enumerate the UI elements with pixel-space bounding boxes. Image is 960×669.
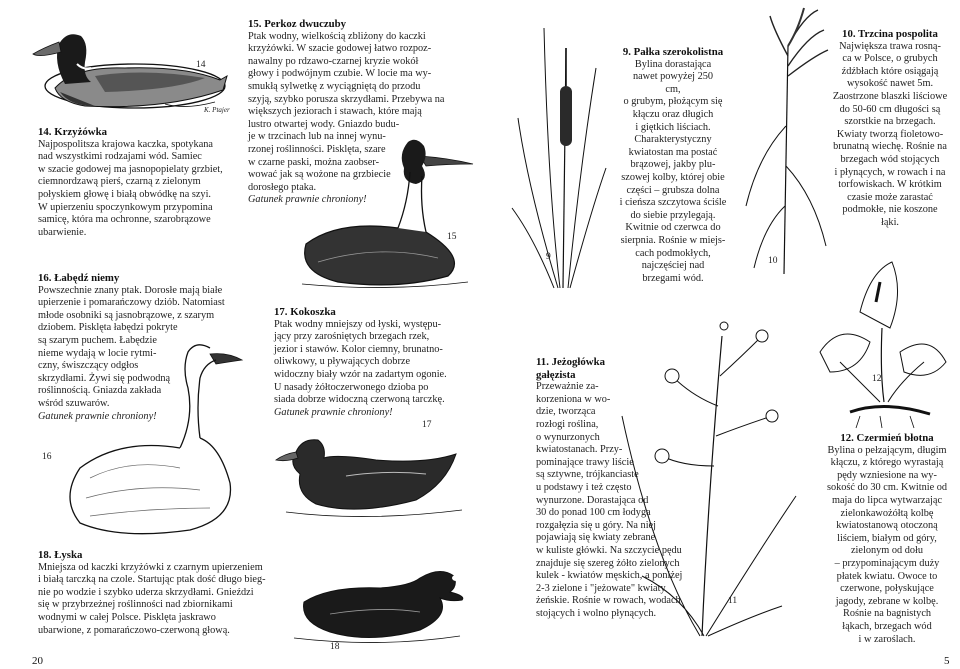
entry-line: ca w Polsce, o grubych — [842, 53, 938, 65]
entry-line: U nasady żółtoczerwonego dzioba po — [274, 381, 429, 393]
entry-line: brązowej, jakby plu- — [630, 159, 716, 171]
entry-line: jący przy zarośniętych brzegach rzek, — [274, 331, 430, 343]
entry-line: krzyżówki. W szacie godowej łatwo rozpoz- — [248, 43, 432, 55]
entry-title: 16. Łabędź niemy — [38, 272, 120, 284]
entry-line: liściem, białym od góry, — [837, 532, 937, 544]
entry-line: wysokość nawet 5m. — [846, 78, 934, 90]
entry-line: do siebie przylegają. — [630, 209, 716, 221]
entry-title: 10. Trzcina pospolita — [842, 28, 938, 40]
entry-line: kulek - kwiatów męskich, a poniżej — [536, 570, 683, 582]
entry-line: siada dobrze widoczną czerwoną tarczkę. — [274, 394, 445, 406]
entry-line: i płynących, w rowach i na — [834, 166, 946, 178]
protected-species-note: Gatunek prawnie chroniony! — [274, 406, 393, 418]
entry-line: kwiatostanową otoczoną — [836, 520, 938, 532]
entry-line: czasie może zarastać — [847, 191, 933, 203]
entry-line: brzegami wód. — [642, 272, 704, 284]
protected-species-note: Gatunek prawnie chroniony! — [248, 194, 367, 206]
entry-line: Największa trawa rosną- — [839, 40, 941, 52]
entry-line: Ptak wodny mniejszy od łyski, występu- — [274, 318, 442, 330]
entry-line: i w zaroślach. — [858, 633, 916, 645]
entry-line: są szarym puchem. Łabędzie — [38, 334, 157, 346]
figure-number-12: 12 — [872, 374, 882, 384]
entry-line: Kwiaty tworzą fioletowo- — [836, 128, 944, 140]
entry-line: rozłogi roślina, — [536, 418, 599, 430]
entry-line: o grubym, płożącym się — [623, 96, 723, 108]
entry-line: Mniejsza od kaczki krzyżówki z czarnym upierzeniem — [38, 561, 263, 573]
entry-line: szowej kolby, której obie — [621, 171, 725, 183]
bur-reed-illustration — [612, 296, 798, 642]
entry-line: o wynurzonych — [536, 431, 600, 443]
entry-line: Zaostrzone blaszki liściowe — [832, 90, 948, 102]
entry-title: 18. Łyska — [38, 549, 83, 561]
entry-line: roślinnością. Gniazda zakłada — [38, 385, 162, 397]
entry-line: jezior i stawów. Kolor ciemny, brunatno- — [274, 343, 443, 355]
entry-title: 11. Jeżogłówka — [536, 356, 605, 368]
figure-number-11: 11 — [728, 596, 738, 606]
entry-line: czerwone, połyskujące — [840, 583, 934, 595]
entry-line: smukłą sylwetkę z wyciągniętą do przodu — [248, 80, 421, 92]
artist-signature: K. Ptajer — [204, 106, 230, 114]
entry-line: cm, — [665, 83, 681, 95]
figure-number-9: 9 — [546, 252, 551, 262]
entry-line: części – grubsza dolna — [626, 184, 720, 196]
entry-line: nawalny po rdzawo-czarnej kryzie wokół — [248, 55, 419, 67]
entry-line: rzonej roślinności. Pisklęta, szare — [248, 143, 386, 155]
entry-line: oliwkowy, u pływających dobrze — [274, 356, 411, 368]
entry-line: Ptak wodny, wielkością zbliżony do kaczki — [248, 30, 426, 42]
entry-line: łąkach, brzegach wód — [842, 620, 932, 632]
entry-line: torfowiskach. W krótkim — [838, 179, 942, 191]
entry-18-lyska — [38, 549, 278, 637]
entry-line: kwiatostan ma postać — [628, 146, 718, 158]
entry-line: połyskiem głowę i białą obwódkę na szyi. — [38, 188, 212, 200]
entry-line: sokość do 30 cm. Kwitnie od — [826, 482, 948, 494]
entry-line: Bylina dorastająca — [634, 58, 712, 70]
entry-line: większych jeziorach i stawach, które mają — [248, 106, 422, 118]
entry-line: rozgałęzia się u góry. Na niej — [536, 519, 656, 531]
entry-12-czermien-blotna — [822, 432, 952, 646]
entry-line: upierzenie i pomarańczowy dziób. Natomiast — [38, 297, 225, 309]
entry-line: stojących i wolno płynących. — [536, 607, 657, 619]
right-page-number: 5 — [944, 655, 950, 667]
entry-line: lustro otwartej wody. Gniazdo budu- — [248, 118, 400, 130]
entry-line: zielonym od dołu — [850, 545, 924, 557]
bulrush-illustration — [508, 8, 608, 296]
entry-line: jagody, zebrane w kolbę. — [835, 595, 939, 607]
coot-illustration — [290, 556, 466, 646]
entry-line: zielonkawożółtą kolbę — [840, 507, 934, 519]
entry-line: żeńskie. Rośnie w rowach, wodach — [536, 595, 681, 607]
entry-title-continued: gałęzista — [536, 368, 576, 381]
entry-line: 30 do ponad 100 cm łodyga — [536, 507, 651, 519]
entry-line: nawet powyżej 250 — [632, 71, 714, 83]
entry-line: są sztywne, trójkanciaste — [536, 469, 639, 481]
entry-line: Kwitnie od czerwca do — [625, 222, 721, 234]
entry-line: pojawiają się kwiaty zebrane — [536, 532, 656, 544]
entry-title: 17. Kokoszka — [274, 306, 336, 318]
entry-line: nad wszystkimi rodzajami wód. Samiec — [38, 151, 202, 163]
protected-species-note: Gatunek prawnie chroniony! — [38, 410, 157, 422]
entry-line: kłączu oraz długich — [632, 108, 714, 120]
grebe-illustration — [298, 132, 474, 292]
entry-line: szorstkie na brzegach. — [844, 116, 936, 128]
entry-line: kłączu, z którego wyrastają — [830, 457, 944, 469]
entry-line: nieme wydają w locie rytmi- — [38, 347, 157, 359]
entry-line: Bylina o pełzającym, długim — [827, 444, 947, 456]
entry-line: głowy i podwójnym czubie. W locie ma wy- — [248, 68, 432, 80]
entry-line: wśród szuwarów. — [38, 397, 110, 409]
entry-title: 12. Czermień błotna — [840, 432, 934, 444]
entry-line: pominające trawy liście — [536, 456, 634, 468]
bog-arum-illustration — [800, 232, 950, 428]
entry-line: w czarne paski, można zaobser- — [248, 156, 380, 168]
entry-line: – przypominającym duży — [834, 557, 940, 569]
entry-line: się w przybrzeżnej roślinności nad zbiornikami — [38, 599, 233, 611]
entry-title: 15. Perkoz dwuczuby — [248, 18, 347, 30]
entry-line: ubarwione, z pomarańczowo-czerwoną głową. — [38, 624, 230, 636]
entry-line: sierpnia. Rośnie w miejs- — [620, 234, 726, 246]
entry-line: dziobem. Pisklęta łabędzi pokryte — [38, 322, 178, 334]
entry-line: Przeważnie za- — [536, 381, 599, 393]
entry-line: i białą tarczką na czole. Startując ptak dość długo bieg- — [38, 574, 266, 586]
entry-line: podmokłe, nie koszone — [842, 204, 938, 216]
entry-line: szyją, szybko porusza skrzydłami. Przebywa na — [248, 93, 445, 105]
entry-line: do 50-60 cm długości są — [839, 103, 941, 115]
entry-line: Charakterystyczny — [634, 134, 712, 146]
entry-line: i cieńsza szczytowa ściśle — [619, 197, 727, 209]
entry-line: wynurzone. Dorastająca od — [536, 494, 649, 506]
left-page-number: 20 — [32, 655, 43, 667]
entry-line: kwiatostanach. Przy- — [536, 444, 623, 456]
entry-line: wodnymi w całej Polsce. Pisklęta jaskrawo — [38, 611, 216, 623]
figure-number-17: 17 — [422, 420, 432, 430]
entry-line: w szacie godowej ma jasnopopielaty grzbiet, — [38, 163, 223, 175]
entry-line: skrzydłami. Żywi się podwodną — [38, 372, 171, 384]
figure-number-10: 10 — [768, 256, 778, 266]
entry-line: Rośnie na bagnistych — [842, 608, 932, 620]
entry-line: wować jak są wożone na grzbiecie — [248, 169, 391, 181]
entry-line: maja do lipca wytwarzając — [831, 494, 943, 506]
entry-line: czny, świszczący odgłos — [38, 360, 139, 372]
entry-line: łąki. — [880, 216, 899, 228]
entry-17-kokoszka — [274, 306, 474, 419]
swan-illustration — [60, 318, 245, 540]
entry-line: ubarwienie. — [38, 226, 87, 238]
entry-line: w kuliste główki. Na szczycie pędu — [536, 544, 682, 556]
entry-line: korzeniona w wo- — [536, 393, 611, 405]
entry-line: ciemnordzawą pierś, czarną z zielonym — [38, 176, 201, 188]
entry-line: pędy wzniesione na wy- — [837, 469, 937, 481]
entry-line: źdźbłach które osiągają — [841, 65, 939, 77]
entry-line: Powszechnie znany ptak. Dorosłe mają białe — [38, 284, 223, 296]
figure-number-16: 16 — [42, 452, 52, 462]
entry-title: 14. Krzyżówka — [38, 126, 107, 138]
entry-line: najczęściej nad — [641, 260, 705, 272]
figure-number-14: 14 — [196, 60, 206, 70]
entry-9-palka-szerokolistna — [598, 46, 748, 285]
entry-line: nie po wodzie i szybko uderza skrzydłami. Gnieździ — [38, 586, 254, 598]
entry-10-trzcina-pospolita — [828, 28, 952, 230]
entry-line: dzie, tworząca — [536, 406, 596, 418]
entry-line: samicę, która ma ochronne, szarobrązowe — [38, 214, 211, 226]
entry-line: młode osobniki są jasnobrązowe, z szarym — [38, 309, 215, 321]
entry-line: u podstawy i też często — [536, 481, 632, 493]
entry-title: 9. Pałka szerokolistna — [622, 46, 724, 58]
entry-line: i giętkich liściach. — [635, 121, 711, 133]
entry-line: cach podmokłych, — [635, 247, 711, 259]
entry-line: W upierzeniu spoczynkowym przypomina — [38, 201, 213, 213]
figure-number-15: 15 — [447, 232, 457, 242]
entry-line: znajduje się szereg żółto zielonych — [536, 557, 680, 569]
entry-14-krzyzowka — [38, 126, 253, 239]
entry-line: płatek kwiatu. Owoce to — [836, 570, 938, 582]
entry-line: je w trzcinach lub na innej wynu- — [248, 131, 386, 143]
entry-line: widoczny biały wzór na zadartym ogonie. — [274, 368, 447, 380]
figure-number-18: 18 — [330, 642, 340, 652]
entry-line: dorosłego ptaka. — [248, 181, 317, 193]
entry-line: brunatną wiechę. Rośnie na — [833, 141, 947, 153]
entry-line: brzegach wód stojących — [840, 153, 940, 165]
entry-line: 2-3 zielone i "jeżowate" kwiaty — [536, 582, 666, 594]
entry-line: Najpospolitsza krajowa kaczka, spotykana — [38, 138, 213, 150]
moorhen-illustration — [266, 424, 466, 524]
